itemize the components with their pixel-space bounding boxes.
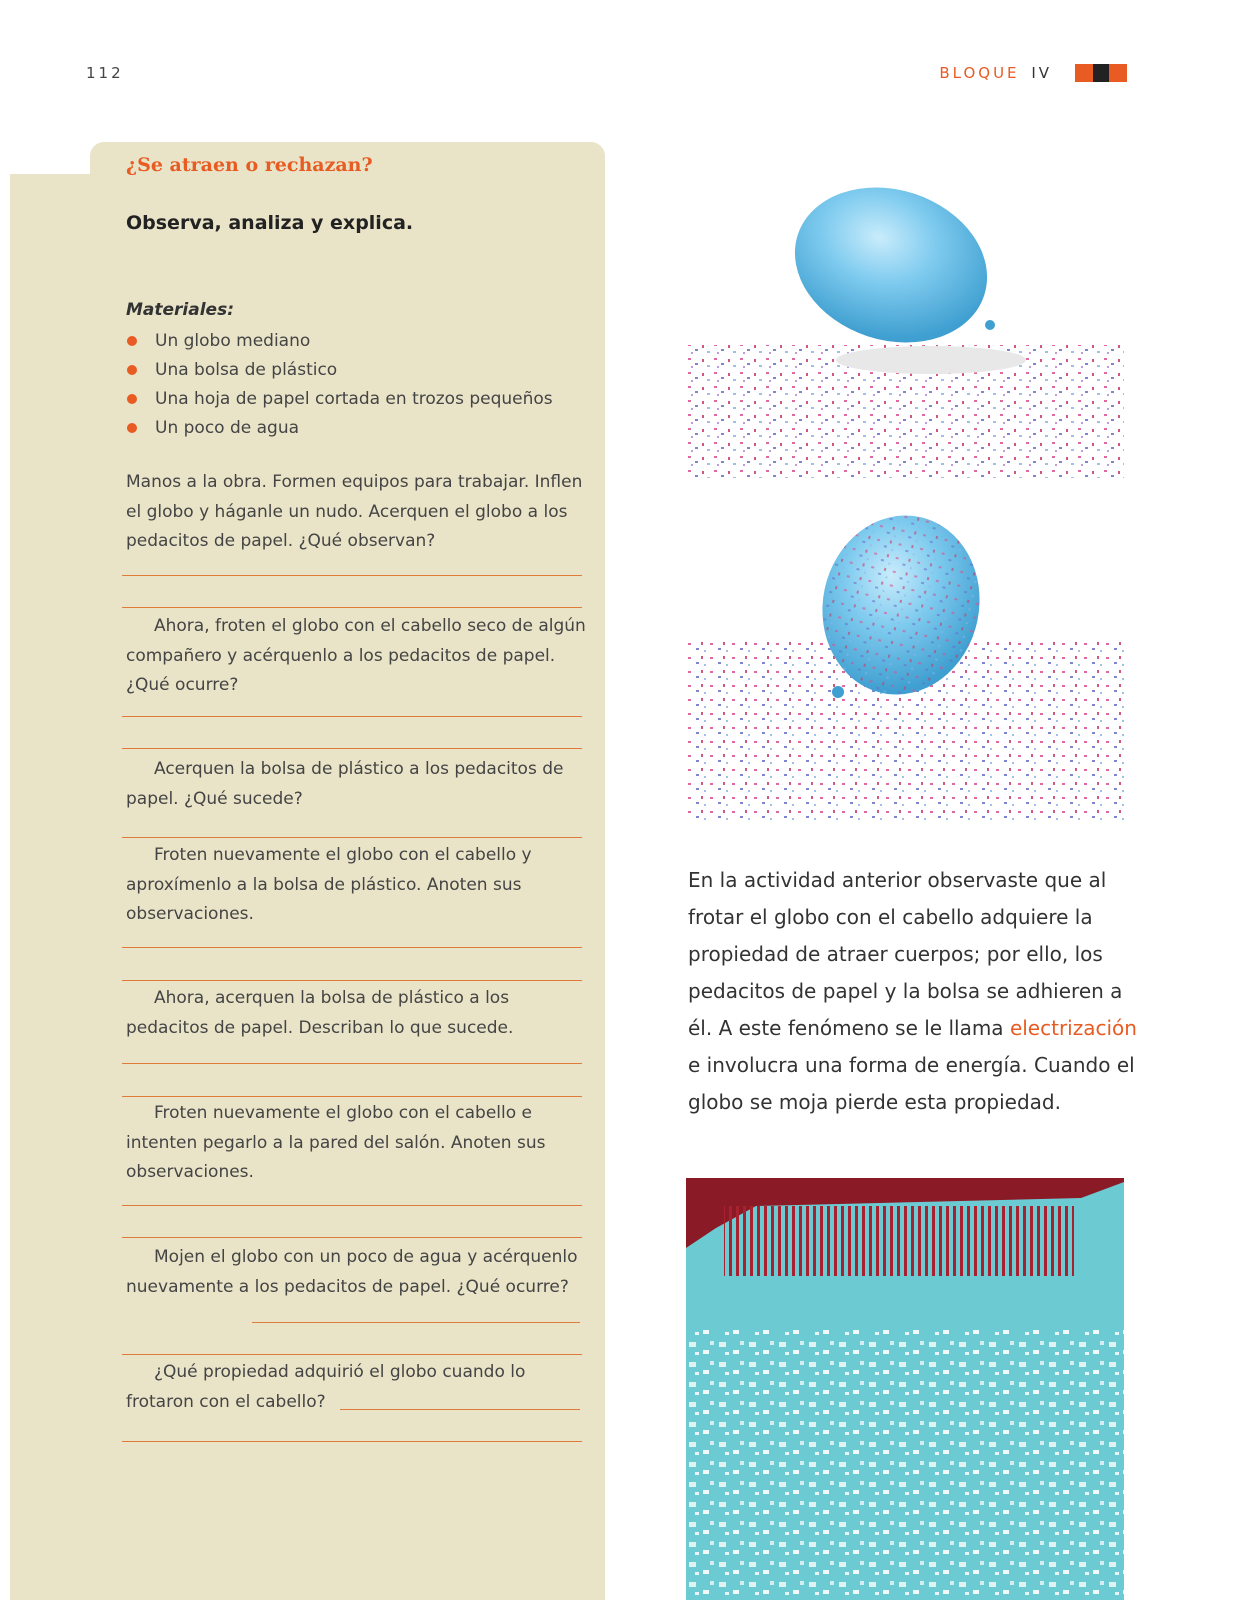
block-label-text: BLOQUE bbox=[939, 64, 1020, 82]
answer-line[interactable] bbox=[122, 607, 582, 608]
answer-line[interactable] bbox=[122, 1205, 582, 1206]
activity-step-7: Mojen el globo con un poco de agua y acérquenlo nuevamente a los pedacitos de papel. ¿Qué ocurre? bbox=[126, 1247, 578, 1297]
answer-line[interactable] bbox=[122, 716, 582, 717]
materials-item: Un globo mediano bbox=[126, 328, 596, 357]
highlighted-term: electrización bbox=[1009, 1016, 1137, 1040]
orange-square bbox=[1109, 64, 1127, 82]
balloon-with-paper-photo bbox=[686, 500, 1124, 822]
activity-step-2: Ahora, froten el globo con el cabello seco de algún compañero y acérquenlo a los pedacitos de papel. ¿Qué ocurre? bbox=[126, 616, 586, 695]
materials-list bbox=[126, 328, 596, 444]
balloon-over-confetti-photo bbox=[686, 160, 1124, 478]
answer-line[interactable] bbox=[122, 1063, 582, 1064]
answer-line[interactable] bbox=[122, 980, 582, 981]
block-label bbox=[939, 64, 1052, 82]
answer-line[interactable] bbox=[122, 1354, 582, 1355]
materials-item: Un poco de agua bbox=[126, 415, 596, 444]
activity-step-6: Froten nuevamente el globo con el cabello e intenten pegarlo a la pared del salón. Anoten sus observaciones. bbox=[126, 1103, 546, 1182]
activity-subtitle: Observa, analiza y explica. bbox=[126, 212, 414, 234]
answer-line[interactable] bbox=[252, 1322, 580, 1323]
bullet-icon bbox=[127, 423, 137, 433]
bullet-icon bbox=[127, 394, 137, 404]
orange-square bbox=[1075, 64, 1093, 82]
answer-line[interactable] bbox=[122, 1096, 582, 1097]
activity-step-5: Ahora, acerquen la bolsa de plástico a los pedacitos de papel. Describan lo que sucede. bbox=[126, 988, 514, 1038]
header-color-squares bbox=[1075, 64, 1127, 82]
comb-image bbox=[686, 1178, 1124, 1276]
answer-line[interactable] bbox=[122, 748, 582, 749]
page-number: 112 bbox=[86, 64, 124, 82]
activity-step-3: Acerquen la bolsa de plástico a los pedacitos de papel. ¿Qué sucede? bbox=[126, 759, 564, 809]
activity-step-8: ¿Qué propiedad adquirió el globo cuando lo frotaron con el cabello? bbox=[126, 1362, 526, 1412]
answer-line[interactable] bbox=[122, 837, 582, 838]
materials-heading: Materiales: bbox=[126, 300, 235, 320]
bullet-icon bbox=[127, 365, 137, 375]
activity-step-1: Manos a la obra. Formen equipos para trabajar. Inflen el globo y háganle un nudo. Acerquen el globo a los pedacitos de papel. ¿Qué observan? bbox=[126, 472, 583, 551]
activity-title: ¿Se atraen o rechazan? bbox=[126, 154, 373, 176]
materials-item: Una hoja de papel cortada en trozos pequeños bbox=[126, 386, 596, 415]
materials-item: Una bolsa de plástico bbox=[126, 357, 596, 386]
answer-line[interactable] bbox=[122, 1441, 582, 1442]
answer-line[interactable] bbox=[340, 1409, 580, 1410]
bullet-icon bbox=[127, 336, 137, 346]
comb-over-paper-photo bbox=[686, 1178, 1124, 1600]
answer-line[interactable] bbox=[122, 575, 582, 576]
explanation-paragraph: En la actividad anterior observaste que al frotar el globo con el cabello adquiere la propiedad de atraer cuerpos; por ello, los pedacitos de papel y la bolsa se adhieren a él. A este fenómeno se le llama electrización e involucra una forma de energía. Cuando el globo se moja pierde esta propiedad. bbox=[688, 868, 1137, 1114]
answer-line[interactable] bbox=[122, 947, 582, 948]
block-roman: IV bbox=[1031, 64, 1052, 82]
answer-line[interactable] bbox=[122, 1237, 582, 1238]
black-square bbox=[1093, 64, 1109, 82]
activity-step-4: Froten nuevamente el globo con el cabello y aproxímenlo a la bolsa de plástico. Anoten sus observaciones. bbox=[126, 845, 532, 924]
